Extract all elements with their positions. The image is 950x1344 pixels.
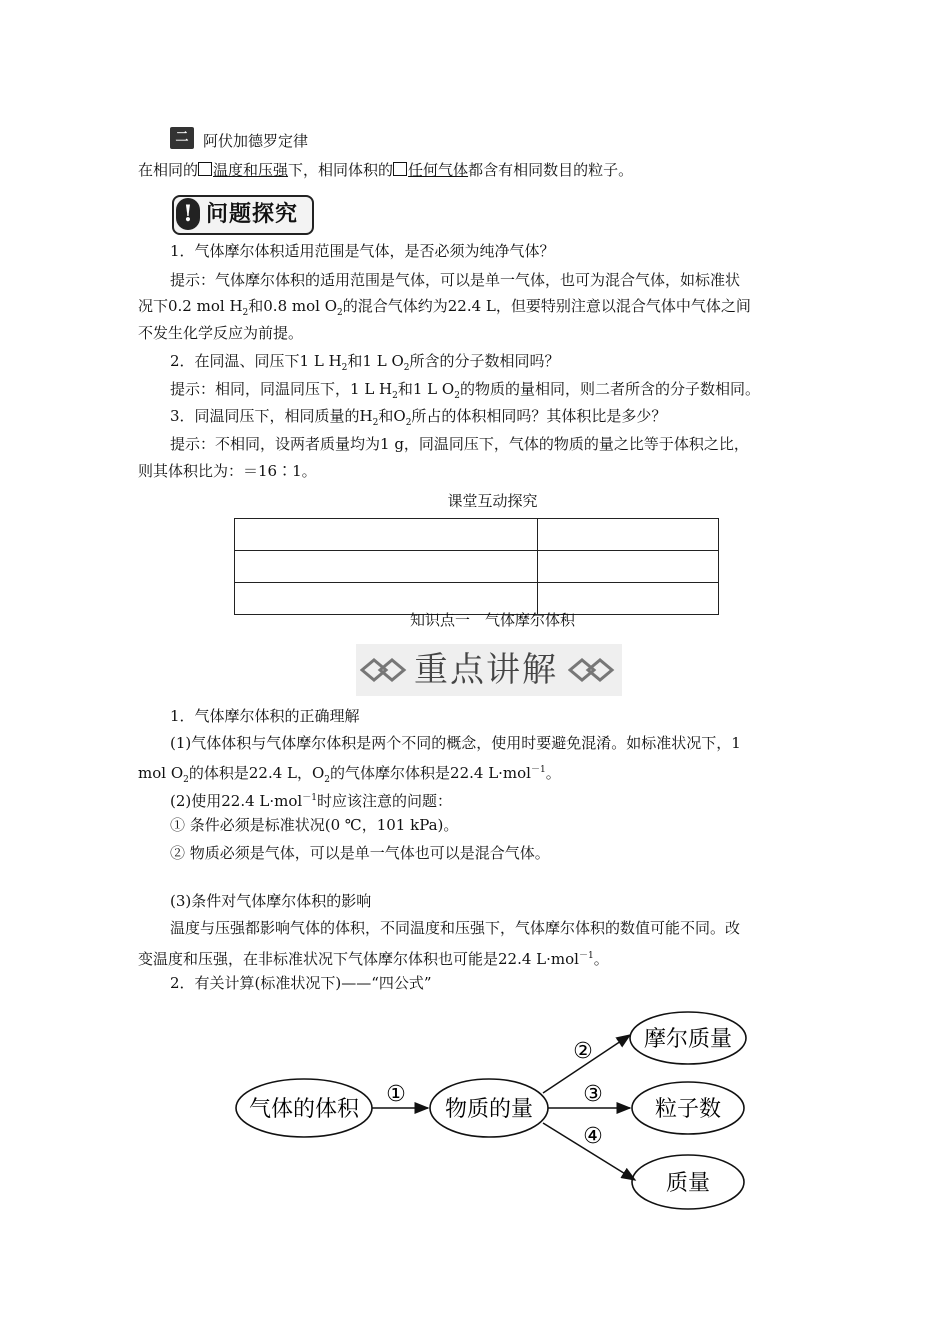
- lecture-heading-1: 1．气体摩尔体积的正确理解: [170, 707, 360, 725]
- blank-1: 温度和压强: [198, 161, 288, 179]
- section-number-badge: 二: [170, 127, 194, 149]
- mass-label: 质量: [665, 1171, 711, 1196]
- table-cell: [235, 519, 538, 551]
- answer-1-line-2: 况下0.2 mol $H_2$和0.8 mol $O_2$的混合气体约为22.4 L，但要特别注意以混合气体中气体之间: [138, 297, 751, 318]
- lecture-p1-line-1: (1)气体体积与气体摩尔体积是两个不同的概念，使用时要避免混淆。如标准状况下，1: [170, 734, 741, 752]
- arrow-1-number: ①: [386, 1082, 406, 1107]
- gas-volume-label: 气体的体积: [248, 1097, 360, 1122]
- molar-mass-label: 摩尔质量: [643, 1027, 733, 1052]
- amount-label: 物质的量: [444, 1097, 534, 1122]
- four-formula-diagram: [225, 1005, 760, 1217]
- inquiry-badge: [172, 195, 314, 235]
- classroom-heading: 课堂互动探究: [447, 492, 538, 510]
- exclamation-icon: !: [176, 198, 200, 230]
- blank-2: 任何气体: [393, 161, 468, 179]
- arrow-3-number: ③: [583, 1082, 603, 1107]
- blank-box-icon: [198, 162, 212, 176]
- answer-3-line-1: 提示：不相同，设两者质量均为1 g，同温同压下，气体的物质的量之比等于体积之比，: [170, 435, 749, 453]
- lecture-p2: (2)使用22.4 L·mol$^{-1}$时应该注意的问题：: [170, 792, 452, 810]
- table-cell: [538, 551, 719, 583]
- question-2: 2．在同温、同压下1 L $H_2$和1 L $O_2$所含的分子数相同吗？: [170, 352, 560, 373]
- lecture-heading-2: 2．有关计算(标准状况下)——“四公式”: [170, 974, 432, 992]
- condition-1: ① 条件必须是标准状况(0 ℃，101 kPa)。: [170, 816, 459, 834]
- condition-2: ② 物质必须是气体，可以是单一气体也可以是混合气体。: [170, 844, 550, 862]
- law-sentence: 在相同的 温度和压强下，相同体积的 任何气体都含有相同数目的粒子。: [138, 161, 634, 179]
- answer-1-line-3: 不发生化学反应为前提。: [138, 324, 304, 342]
- arrow-4-number: ④: [583, 1124, 603, 1149]
- answer-1-line-1: 提示：气体摩尔体积的适用范围是气体，可以是单一气体，也可为混合气体，如标准状: [170, 271, 741, 289]
- key-points-banner: [356, 644, 622, 696]
- section-title: 阿伏加德罗定律: [203, 132, 309, 150]
- table-cell: [235, 551, 538, 583]
- lecture-p3-line-1: 温度与压强都影响气体的体积，不同温度和压强下，气体摩尔体积的数值可能不同。改: [170, 919, 741, 937]
- particles-label: 粒子数: [654, 1097, 722, 1122]
- table-row: [235, 551, 719, 583]
- key-points-title: 重点讲解: [414, 650, 558, 690]
- double-diamond-left-icon: [360, 658, 410, 682]
- table-row: [235, 519, 719, 551]
- question-3: 3．同温同压下，相同质量的$H_2$和$O_2$所占的体积相同吗？其体积比是多少？: [170, 407, 667, 428]
- question-1: 1．气体摩尔体积适用范围是气体，是否必须为纯净气体？: [170, 242, 555, 260]
- double-diamond-right-icon: [568, 658, 618, 682]
- empty-table: [234, 518, 719, 615]
- lecture-p1-line-2: mol $O_2$的体积是22.4 L，$O_2$的气体摩尔体积是22.4 L·mol$^{-1}$。: [138, 764, 561, 785]
- inquiry-badge-label: 问题探究: [206, 201, 299, 227]
- blank-box-icon: [393, 162, 407, 176]
- answer-3-line-2: 则其体积比为：＝16∶1。: [138, 462, 317, 480]
- table-cell: [538, 519, 719, 551]
- lecture-p3-heading: (3)条件对气体摩尔体积的影响: [170, 892, 372, 910]
- lecture-p3-line-2: 变温度和压强，在非标准状况下气体摩尔体积也可能是22.4 L·mol$^{-1}$。: [138, 950, 609, 968]
- knowledge-point-title: 知识点一 气体摩尔体积: [409, 611, 575, 629]
- answer-2: 提示：相同，同温同压下，1 L $H_2$和1 L $O_2$的物质的量相同，则二者所含的分子数相同。: [170, 380, 760, 401]
- arrow-2-number: ②: [573, 1039, 593, 1064]
